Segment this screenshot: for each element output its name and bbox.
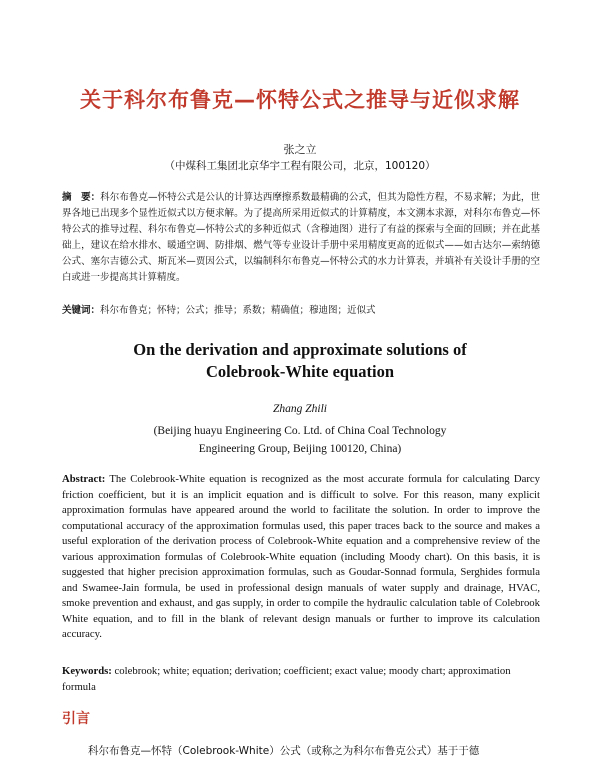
english-keywords-text: colebrook; white; equation; derivation; coefficient; exact value; moody chart; approximation formula <box>62 665 511 693</box>
section-heading-introduction: 引言 <box>62 711 90 727</box>
english-title <box>0 339 600 383</box>
chinese-affiliation: （中煤科工集团北京华宇工程有限公司，北京，100120） <box>164 160 436 172</box>
chinese-keywords <box>62 303 540 319</box>
chinese-keywords-label: 关键词： <box>62 305 101 316</box>
english-keywords <box>62 664 540 695</box>
english-keywords-label: Keywords: <box>62 665 112 677</box>
english-title-line-1: On the derivation and approximate solutions of <box>133 340 467 359</box>
english-affiliation <box>0 422 600 458</box>
english-abstract <box>62 472 540 643</box>
english-affiliation-line-2: Engineering Group, Beijing 100120, China) <box>198 443 402 455</box>
chinese-abstract <box>62 190 540 286</box>
english-author: Zhang Zhili <box>272 403 327 415</box>
chinese-abstract-label: 摘 要： <box>62 192 101 203</box>
english-abstract-label: Abstract: <box>62 473 106 485</box>
chinese-keywords-text: 科尔布鲁克；怀特；公式；推导；系数；精确值；穆迪图；近似式 <box>100 305 376 316</box>
chinese-abstract-text: 科尔布鲁克—怀特公式是公认的计算达西摩擦系数最精确的公式，但其为隐性方程，不易求解；为此，世界各地已出现多个显性近似式以方便求解。为了提高所采用近似式的计算精度，本文溯本求源，对科尔布鲁克—怀特公式的推导过程、科尔布鲁克—怀特公式的多种近似式（含穆迪图）进行了有益的探索与全面的回顾；并在此基础上，建议在给水排水、暖通空调、防排烟、燃气等专业设计手册中采用精度更高的近似式——如古达尔—索纳德公式、塞尔吉德公式、斯瓦米—贾因公式，以编制科尔布鲁克—怀特公式的水力计算表，并填补有关设计手册的空白或进一步提高其计算精度。 <box>62 192 540 283</box>
body-first-line: 科尔布鲁克—怀特（Colebrook-White）公式（或称之为科尔布鲁克公式）基于于德 <box>88 745 480 757</box>
chinese-author: 张之立 <box>283 143 317 156</box>
english-abstract-text: The Colebrook-White equation is recognized as the most accurate formula for calculating Darcy friction coefficient, but it is an implicit equation and is difficult to solve. For this reason, many explicit approximation formulas have appeared around the world to facilitate the solution. In order to improve the computational accuracy of the approximation formulas used, this paper traces back to the source and makes a useful exploration of the derivation process of Colebrook-White equation and a comprehensive review of the various approximation formulas of Colebrook-White equation (including Moody chart). On this basis, it is suggested that higher precision approximation formulas, such as Goudar-Sonnad formula, Serghides formula and Swamee-Jain formula, be used in professional design manuals of water supply and drainage, HVAC, smoke prevention and exhaust, and gas supply, in order to compile the hydraulic calculation table of Colebrook White equation, and to fill in the blank of relevant design manuals or further to improve its calculation accuracy. <box>62 473 540 640</box>
english-title-line-2: Colebrook-White equation <box>205 362 395 381</box>
english-affiliation-line-1: (Beijing huayu Engineering Co. Ltd. of China Coal Technology <box>153 425 447 437</box>
chinese-title: 关于科尔布鲁克—怀特公式之推导与近似求解 <box>80 88 520 112</box>
